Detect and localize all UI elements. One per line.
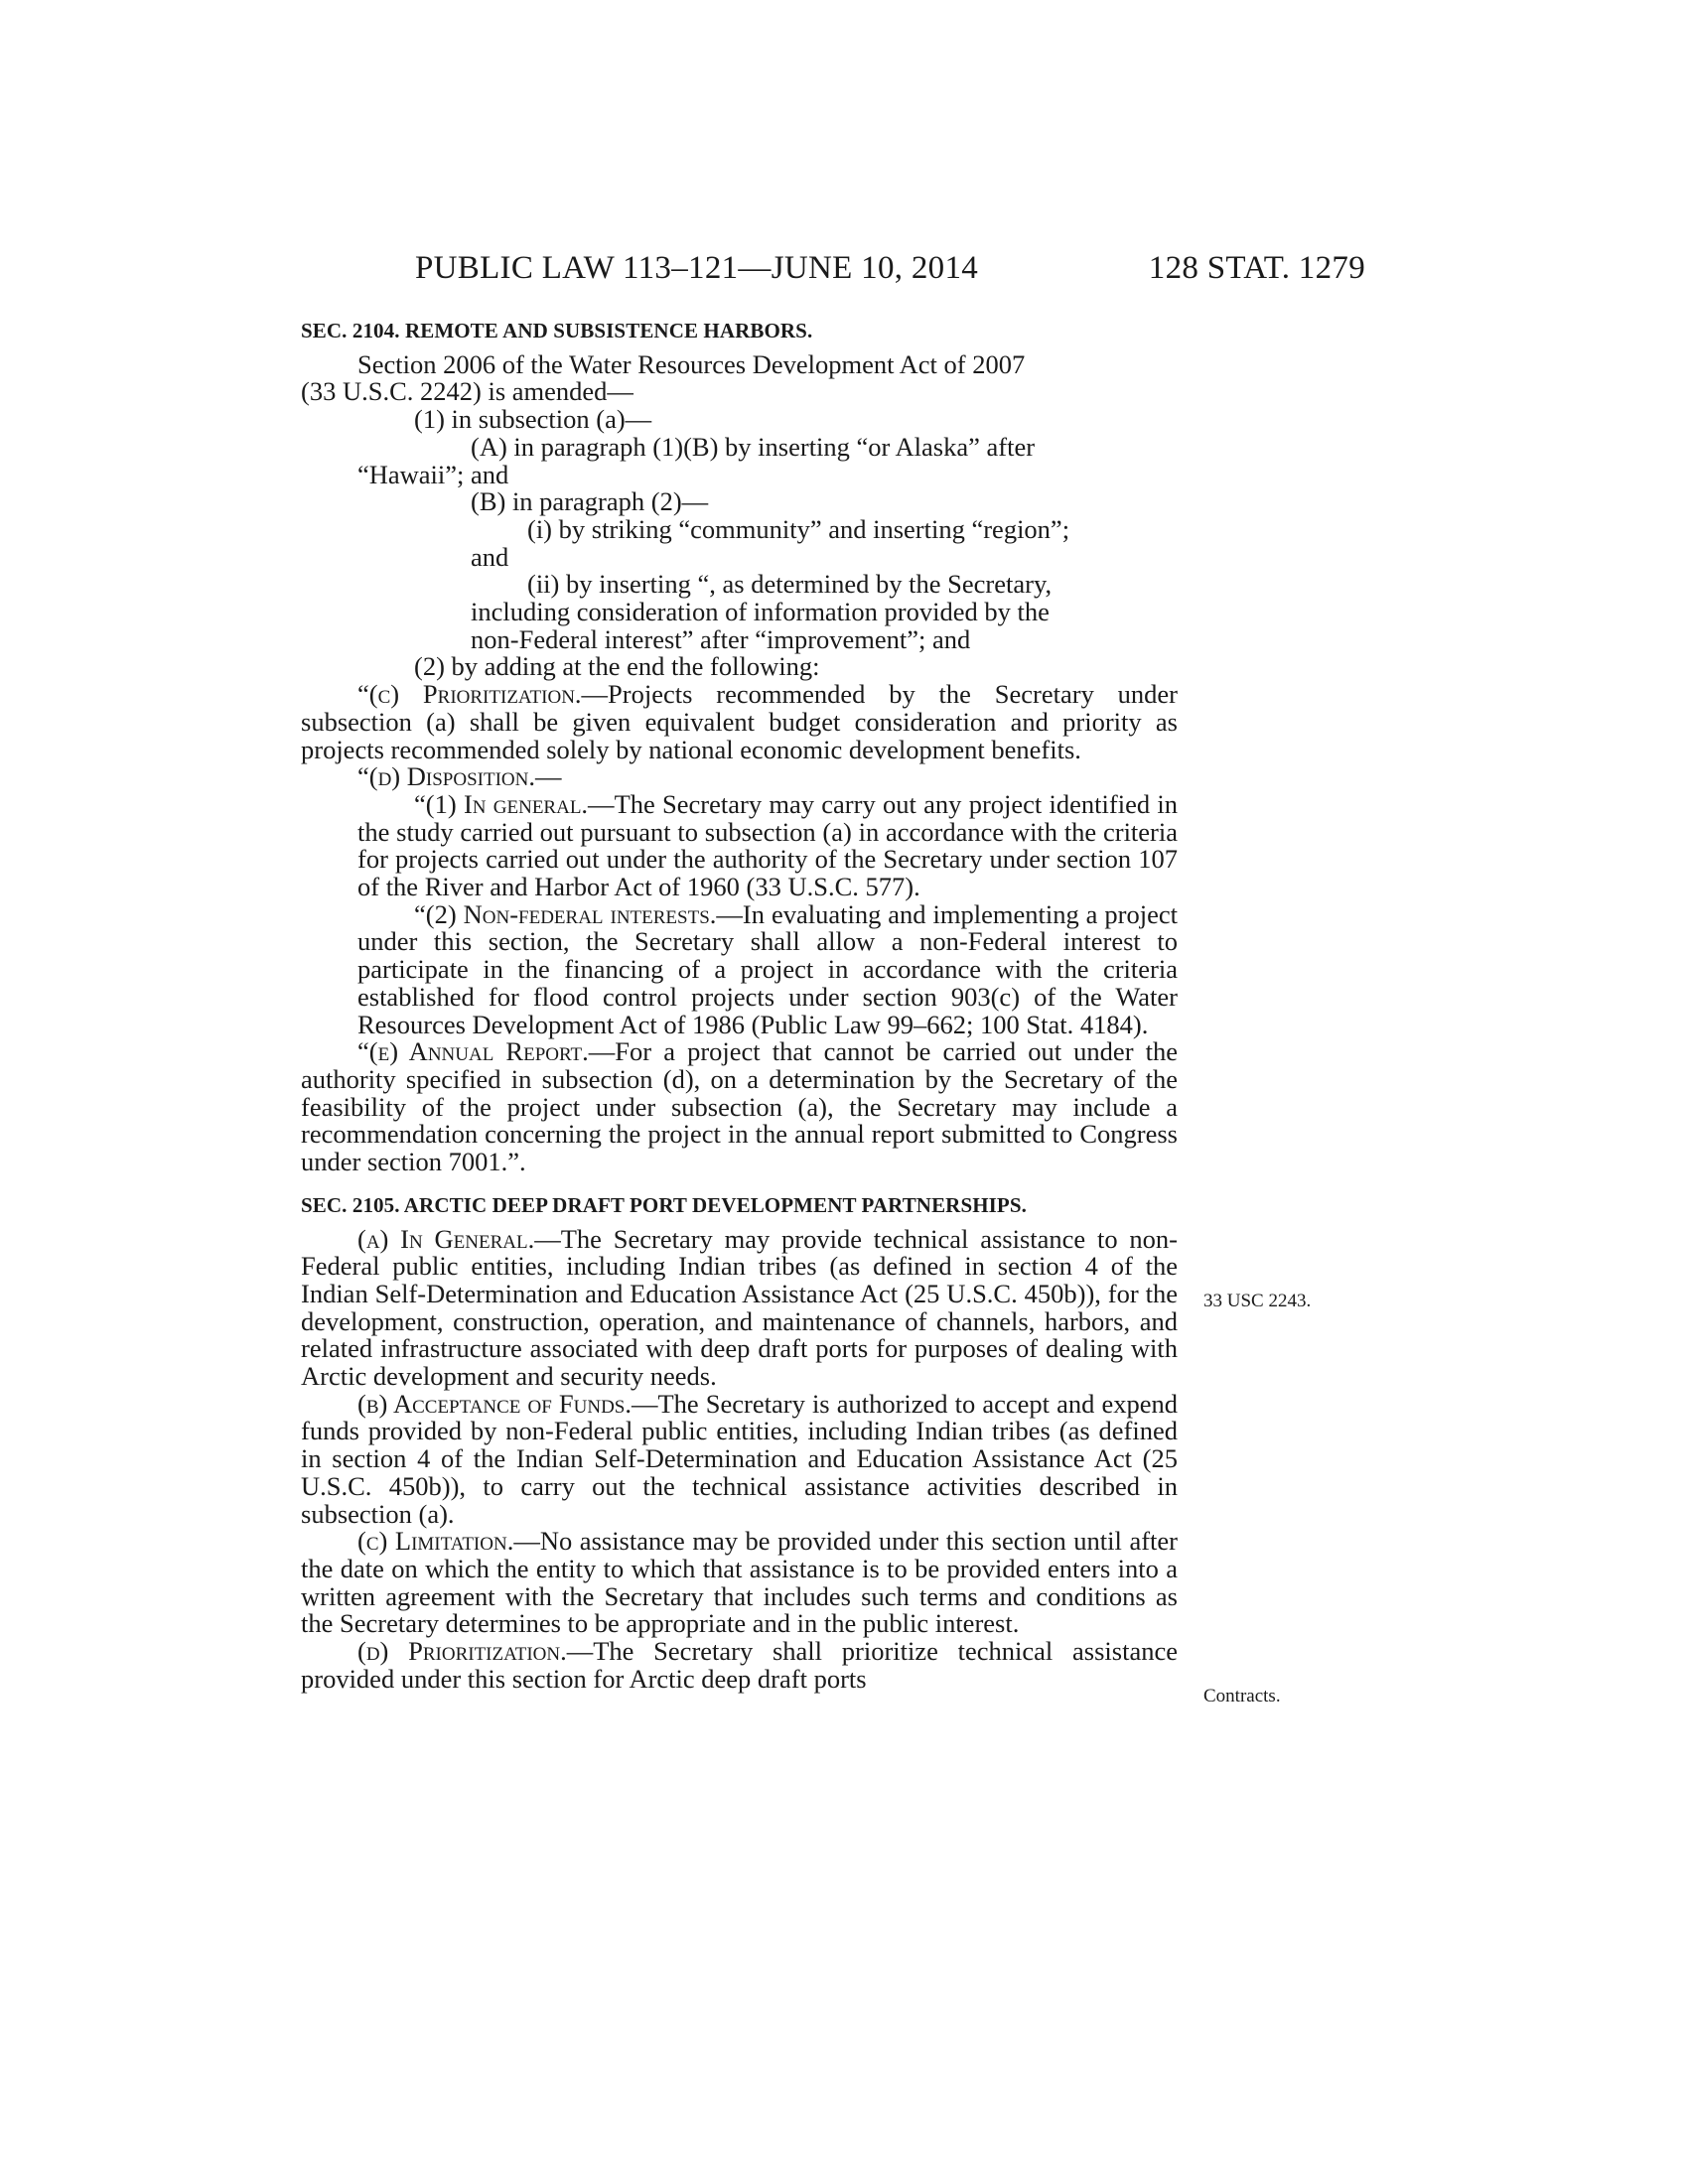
running-header-left: PUBLIC LAW 113–121—JUNE 10, 2014	[415, 250, 979, 286]
margin-note-contracts: Contracts.	[1203, 1686, 1281, 1706]
paragraph: (A) in paragraph (1)(B) by inserting “or Alaska” after “Hawaii”; and	[357, 431, 1036, 489]
paragraph: (a) In General.—The Secretary may provide technical assistance to non-Federal public entities, including Indian tribes (as defined in section 4 of the Indian Self-Determination and Education Assistance Act (25 U.S.C. 450b)), for the development, construction, operation, and maintenance of channels, harbors, and related infrastructure associated with deep draft ports for purposes of dealing with Arctic development and security needs.	[301, 1223, 1178, 1392]
paragraph: (b) Acceptance of Funds.—The Secretary is authorized to accept and expend funds provided by non-Federal public entities, including Indian tribes (as defined in section 4 of the Indian Self-Determination and Education Assistance Act (25 U.S.C. 450b)), to carry out the technical assistance activities described in subsection (a).	[301, 1388, 1178, 1529]
paragraph: (2) by adding at the end the following:	[414, 651, 820, 682]
paragraph: “(e) Annual Report.—For a project that cannot be carried out under the authority specified in subsection (d), on a determination by the Secretary of the feasibility of the project under subsection (a), the Secretary may include a recommendation concerning the project in the annual report submitted to Congress under section 7001.”.	[301, 1036, 1179, 1177]
paragraph: (i) by striking “community” and inserting “region”; and	[471, 513, 1070, 572]
paragraph: “(c) Prioritization.—Projects recommended by the Secretary under subsection (a) shall be given equivalent budget consideration and priority as projects recommended solely by national economic development benefits.	[301, 679, 1178, 764]
running-header-right: 128 STAT. 1279	[1148, 250, 1365, 286]
paragraph: (c) Limitation.—No assistance may be provided under this section until after the date on which the entity to which that assistance is to be provided enters into a written agreement with the Secretary that includes such terms and conditions as the Secretary determines to be appropriate and in the public interest.	[301, 1526, 1178, 1639]
paragraph: (ii) by inserting “, as determined by the Secretary, including consideration of information provided by the non-Federal interest” after “improvement”; and	[471, 569, 1053, 654]
paragraph: “(1) In general.—The Secretary may carry out any project identified in the study carried out pursuant to subsection (a) in accordance with the criteria for projects carried out under the authority of the Secretary under section 107 of the River and Harbor Act of 1960 (33 U.S.C. 577).	[357, 788, 1178, 902]
paragraph: (1) in subsection (a)—	[414, 404, 652, 435]
section-heading: SEC. 2105. ARCTIC DEEP DRAFT PORT DEVELOPMENT PARTNERSHIPS.	[301, 1192, 1027, 1217]
section-heading: SEC. 2104. REMOTE AND SUBSISTENCE HARBORS.	[301, 319, 813, 342]
paragraph: “(d) Disposition.—	[357, 761, 562, 792]
section-2104	[301, 318, 1178, 1693]
paragraph: (B) in paragraph (2)—	[471, 486, 709, 517]
paragraph: “(2) Non-federal interests.—In evaluating and implementing a project under this section, the Secretary shall allow a non-Federal interest to participate in the financing of a project in accordance with the criteria established for flood control projects under section 903(c) of the Water Resources Development Act of 1986 (Public Law 99–662; 100 Stat. 4184).	[357, 898, 1178, 1039]
margin-note-usc: 33 USC 2243.	[1203, 1291, 1312, 1311]
paragraph: Section 2006 of the Water Resources Development Act of 2007 (33 U.S.C. 2242) is amended—	[301, 348, 1026, 407]
paragraph: (d) Prioritization.—The Secretary shall prioritize technical assistance provided under this section for Arctic deep draft ports	[301, 1636, 1178, 1694]
